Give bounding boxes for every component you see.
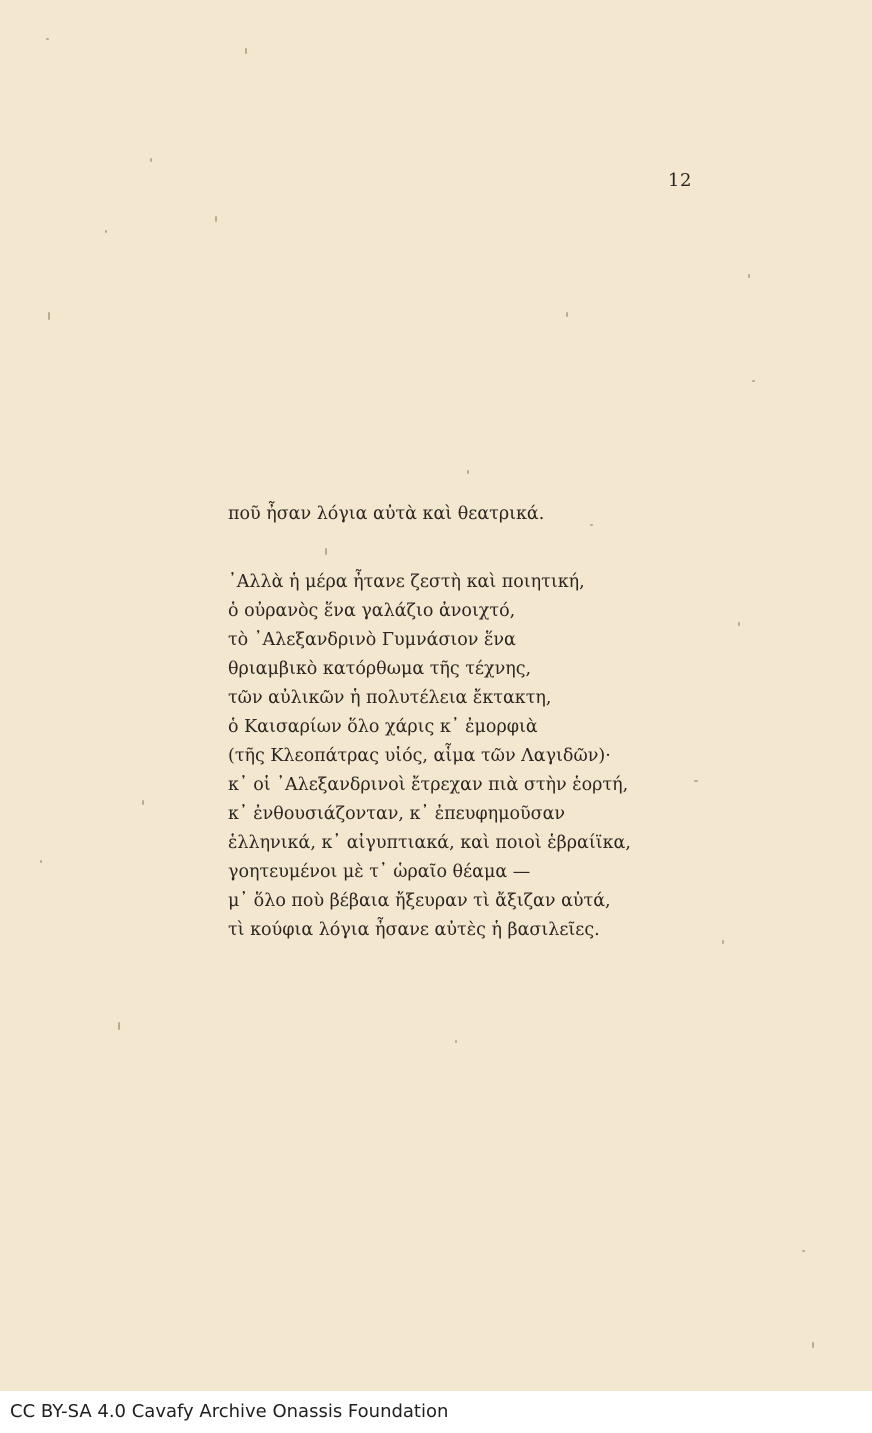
poem-line: κ᾽ οἱ ᾽Αλεξανδρινοὶ ἔτρεχαν πιὰ στὴν ἑορτή, bbox=[228, 775, 629, 795]
paper-speck bbox=[325, 548, 327, 555]
paper-speck bbox=[46, 38, 49, 40]
poem-line: μ᾽ ὅλο ποὺ βέβαια ἤξευραν τὶ ἄξιζαν αὐτά, bbox=[228, 891, 611, 911]
paper-speck bbox=[150, 158, 152, 162]
poem-line: γοητευμένοι μὲ τ᾽ ὡραῖο θέαμα — bbox=[228, 862, 531, 882]
poem-line: ᾽Αλλὰ ἡ μέρα ἦτανε ζεστὴ καὶ ποιητική, bbox=[228, 572, 585, 592]
poem-line: ποῦ ἦσαν λόγια αὐτὰ καὶ θεατρικά. bbox=[228, 504, 545, 524]
paper-speck bbox=[694, 780, 698, 782]
poem-line: τῶν αὐλικῶν ἡ πολυτέλεια ἔκτακτη, bbox=[228, 688, 552, 708]
paper-speck bbox=[590, 524, 593, 526]
poem-line: ὁ Καισαρίων ὅλο χάρις κ᾽ ἐμορφιὰ bbox=[228, 717, 538, 737]
paper-speck bbox=[748, 274, 750, 278]
paper-speck bbox=[105, 230, 107, 233]
license-credit: CC BY-SA 4.0 Cavafy Archive Onassis Foundation bbox=[10, 1401, 449, 1422]
paper-speck bbox=[802, 1250, 805, 1252]
poem-line: (τῆς Κλεοπάτρας υἱός, αἷμα τῶν Λαγιδῶν)· bbox=[228, 746, 611, 766]
paper-speck bbox=[142, 800, 144, 805]
paper-speck bbox=[738, 622, 740, 626]
paper-speck bbox=[40, 860, 42, 863]
page-number: 12 bbox=[668, 170, 692, 191]
paper-speck bbox=[215, 216, 217, 222]
paper-speck bbox=[118, 1022, 120, 1030]
paper-speck bbox=[48, 312, 50, 320]
poem-line: θριαμβικὸ κατόρθωμα τῆς τέχνης, bbox=[228, 659, 532, 679]
paper-speck bbox=[812, 1342, 814, 1348]
poem-stanza bbox=[228, 568, 631, 945]
poem-line: τὸ ᾽Αλεξανδρινὸ Γυμνάσιον ἕνα bbox=[228, 630, 516, 650]
paper-speck bbox=[566, 312, 568, 317]
paper-speck bbox=[752, 380, 755, 382]
paper-speck bbox=[455, 1040, 457, 1043]
paper-speck bbox=[722, 940, 724, 944]
paper-speck bbox=[467, 470, 469, 474]
poem-line: τὶ κούφια λόγια ἦσανε αὐτὲς ἡ βασιλεῖες. bbox=[228, 920, 600, 940]
poem-line: κ᾽ ἐνθουσιάζονταν, κ᾽ ἐπευφημοῦσαν bbox=[228, 804, 566, 824]
paper-speck bbox=[245, 48, 247, 54]
poem-line: ὁ οὐρανὸς ἕνα γαλάζιο ἀνοιχτό, bbox=[228, 601, 516, 621]
poem-line: ἑλληνικά, κ᾽ αἰγυπτιακά, καὶ ποιοὶ ἑβραίϊκα, bbox=[228, 833, 631, 853]
